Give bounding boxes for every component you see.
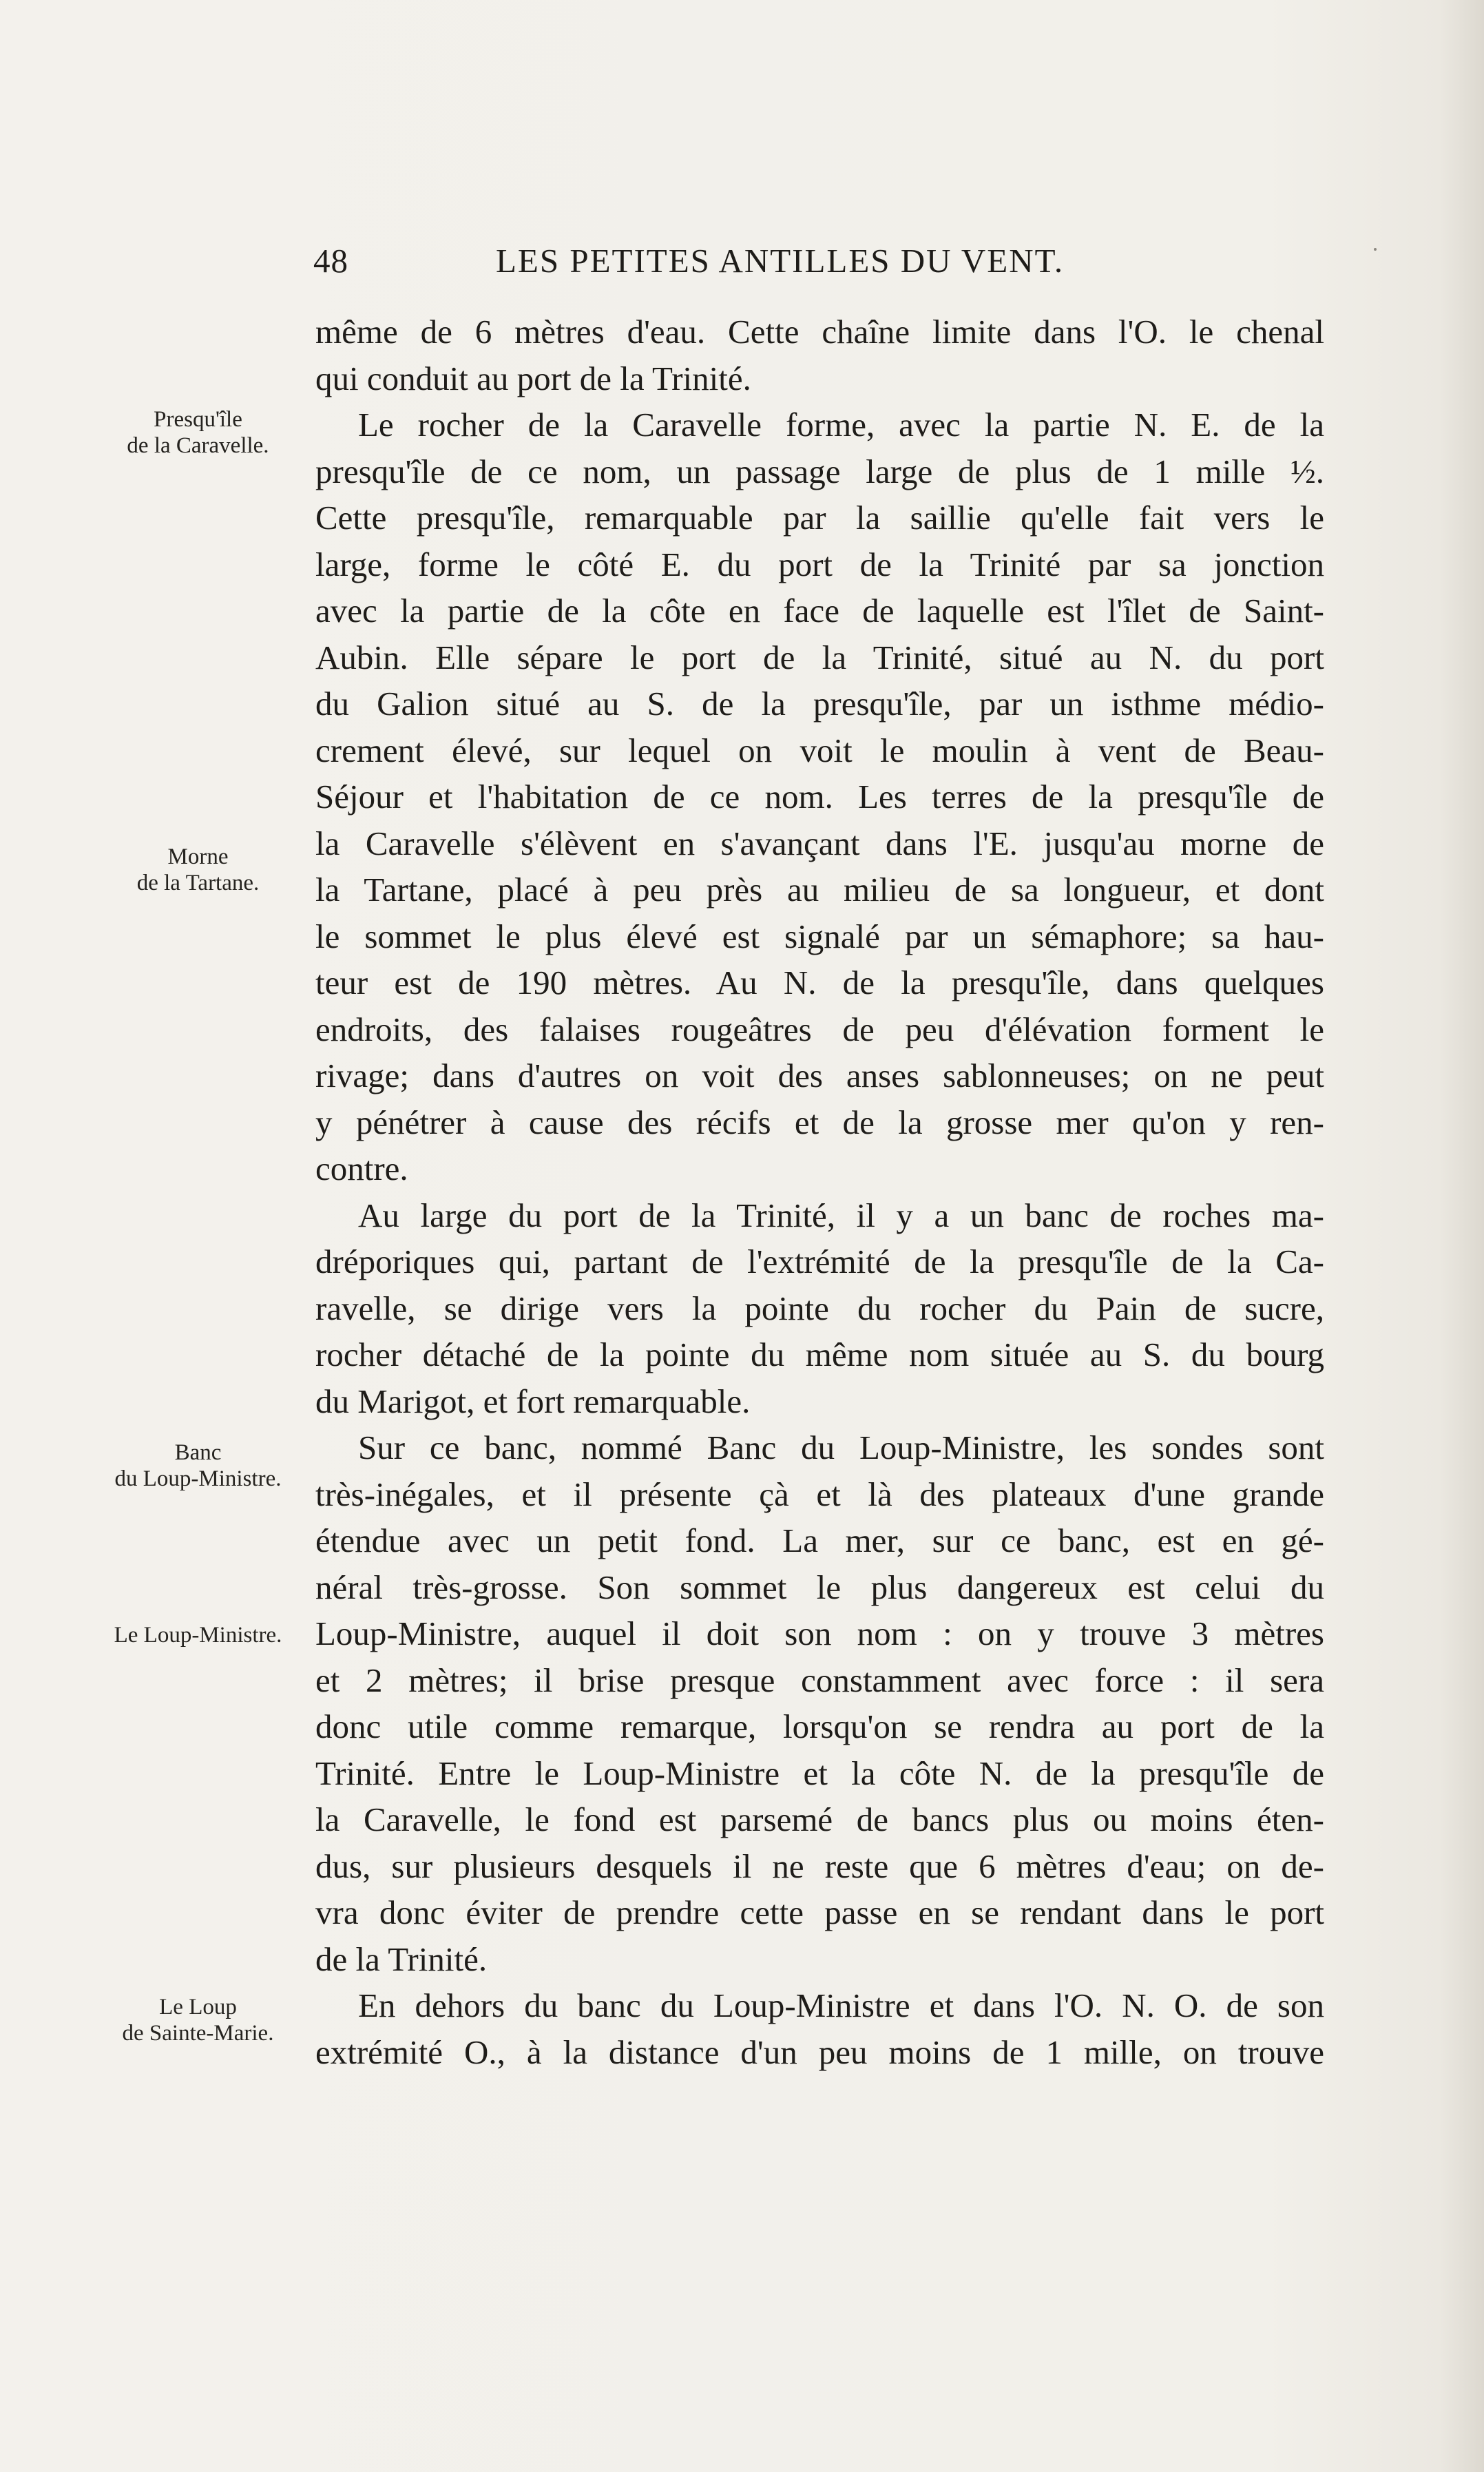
margin-note-line: de la Tartane. <box>136 871 260 895</box>
running-title: LES PETITES ANTILLES DU VENT. <box>496 242 1065 280</box>
body-line: donc utile comme remarque, lorsqu'on se rendra au port de la <box>315 1707 1324 1745</box>
body-line: étendue avec un petit fond. La mer, sur ce banc, est en gé- <box>315 1521 1324 1559</box>
body-line: teur est de 190 mètres. Au N. de la presqu'île, dans quelques <box>315 964 1324 1001</box>
body-line: presqu'île de ce nom, un passage large de plus de 1 mille ½. <box>315 452 1324 490</box>
body-line: Séjour et l'habitation de ce nom. Les terres de la presqu'île de <box>315 778 1324 816</box>
body-line: large, forme le côté E. du port de la Trinité par sa jonction <box>315 545 1324 583</box>
body-line: très-inégales, et il présente çà et là des plateaux d'une grande <box>315 1475 1324 1513</box>
body-line: qui conduit au port de la Trinité. <box>315 359 751 397</box>
body-text <box>315 309 1324 2075</box>
body-line: En dehors du banc du Loup-Ministre et dans l'O. N. O. de son <box>358 1986 1324 2024</box>
margin-note-morne-tartane <box>76 844 320 896</box>
margin-note-banc-loup-ministre <box>76 1440 320 1492</box>
body-line: et 2 mètres; il brise presque constamment avec force : il sera <box>315 1661 1324 1699</box>
body-line: néral très-grosse. Son sommet le plus dangereux est celui du <box>315 1568 1324 1606</box>
page-header <box>313 241 1322 289</box>
margin-note-line: Le Loup-Ministre. <box>114 1623 282 1648</box>
body-line: y pénétrer à cause des récifs et de la grosse mer qu'on y ren- <box>315 1103 1324 1141</box>
margin-note-loup-sainte-marie <box>76 1994 320 2046</box>
body-line: avec la partie de la côte en face de laquelle est l'îlet de Saint- <box>315 592 1324 630</box>
body-line: endroits, des falaises rougeâtres de peu d'élévation forment le <box>315 1010 1324 1048</box>
body-line: Loup-Ministre, auquel il doit son nom : on y trouve 3 mètres <box>315 1614 1324 1652</box>
body-line: du Galion situé au S. de la presqu'île, par un isthme médio- <box>315 685 1324 723</box>
body-line: rivage; dans d'autres on voit des anses sablonneuses; on ne peut <box>315 1057 1324 1094</box>
margin-note-line: Morne <box>167 844 229 869</box>
body-line: crement élevé, sur lequel on voit le moulin à vent de Beau- <box>315 731 1324 769</box>
body-line: ravelle, se dirige vers la pointe du rocher du Pain de sucre, <box>315 1289 1324 1327</box>
margin-note-line: Le Loup <box>159 1995 237 2019</box>
body-line: du Marigot, et fort remarquable. <box>315 1382 751 1420</box>
body-line: contre. <box>315 1150 408 1187</box>
body-line: de la Trinité. <box>315 1940 488 1978</box>
body-line: la Caravelle, le fond est parsemé de bancs plus ou moins éten- <box>315 1800 1324 1838</box>
margin-note-line: de Sainte-Marie. <box>122 2021 274 2046</box>
body-line: la Tartane, placé à peu près au milieu de sa longueur, et dont <box>315 871 1324 908</box>
body-line: le sommet le plus élevé est signalé par un sémaphore; sa hau- <box>315 917 1324 955</box>
body-line: Aubin. Elle sépare le port de la Trinité, situé au N. du port <box>315 638 1324 676</box>
margin-note-presquile-caravelle <box>76 406 320 459</box>
body-line: même de 6 mètres d'eau. Cette chaîne limite dans l'O. le chenal <box>315 313 1324 351</box>
page-number: 48 <box>313 242 348 280</box>
margin-note-loup-ministre <box>76 1622 320 1648</box>
body-line: Sur ce banc, nommé Banc du Loup-Ministre, les sondes sont <box>358 1429 1324 1466</box>
margin-note-line: Presqu'île <box>154 407 242 432</box>
body-line: la Caravelle s'élèvent en s'avançant dans l'E. jusqu'au morne de <box>315 824 1324 862</box>
body-line: Trinité. Entre le Loup-Ministre et la côte N. de la presqu'île de <box>315 1754 1324 1792</box>
margin-note-line: de la Caravelle. <box>127 433 269 458</box>
paper-speck <box>1374 248 1377 251</box>
body-line: vra donc éviter de prendre cette passe en se rendant dans le port <box>315 1893 1324 1931</box>
body-line: Au large du port de la Trinité, il y a un banc de roches ma- <box>358 1196 1324 1234</box>
body-line: dus, sur plusieurs desquels il ne reste que 6 mètres d'eau; on de- <box>315 1847 1324 1885</box>
margin-note-line: du Loup-Ministre. <box>114 1466 282 1491</box>
body-line: Cette presqu'île, remarquable par la saillie qu'elle fait vers le <box>315 499 1324 537</box>
margin-note-line: Banc <box>174 1440 222 1465</box>
body-line: dréporiques qui, partant de l'extrémité de la presqu'île de la Ca- <box>315 1243 1324 1280</box>
body-line: extrémité O., à la distance d'un peu moins de 1 mille, on trouve <box>315 2033 1324 2071</box>
body-line: rocher détaché de la pointe du même nom située au S. du bourg <box>315 1336 1324 1373</box>
body-line: Le rocher de la Caravelle forme, avec la partie N. E. de la <box>358 406 1324 444</box>
